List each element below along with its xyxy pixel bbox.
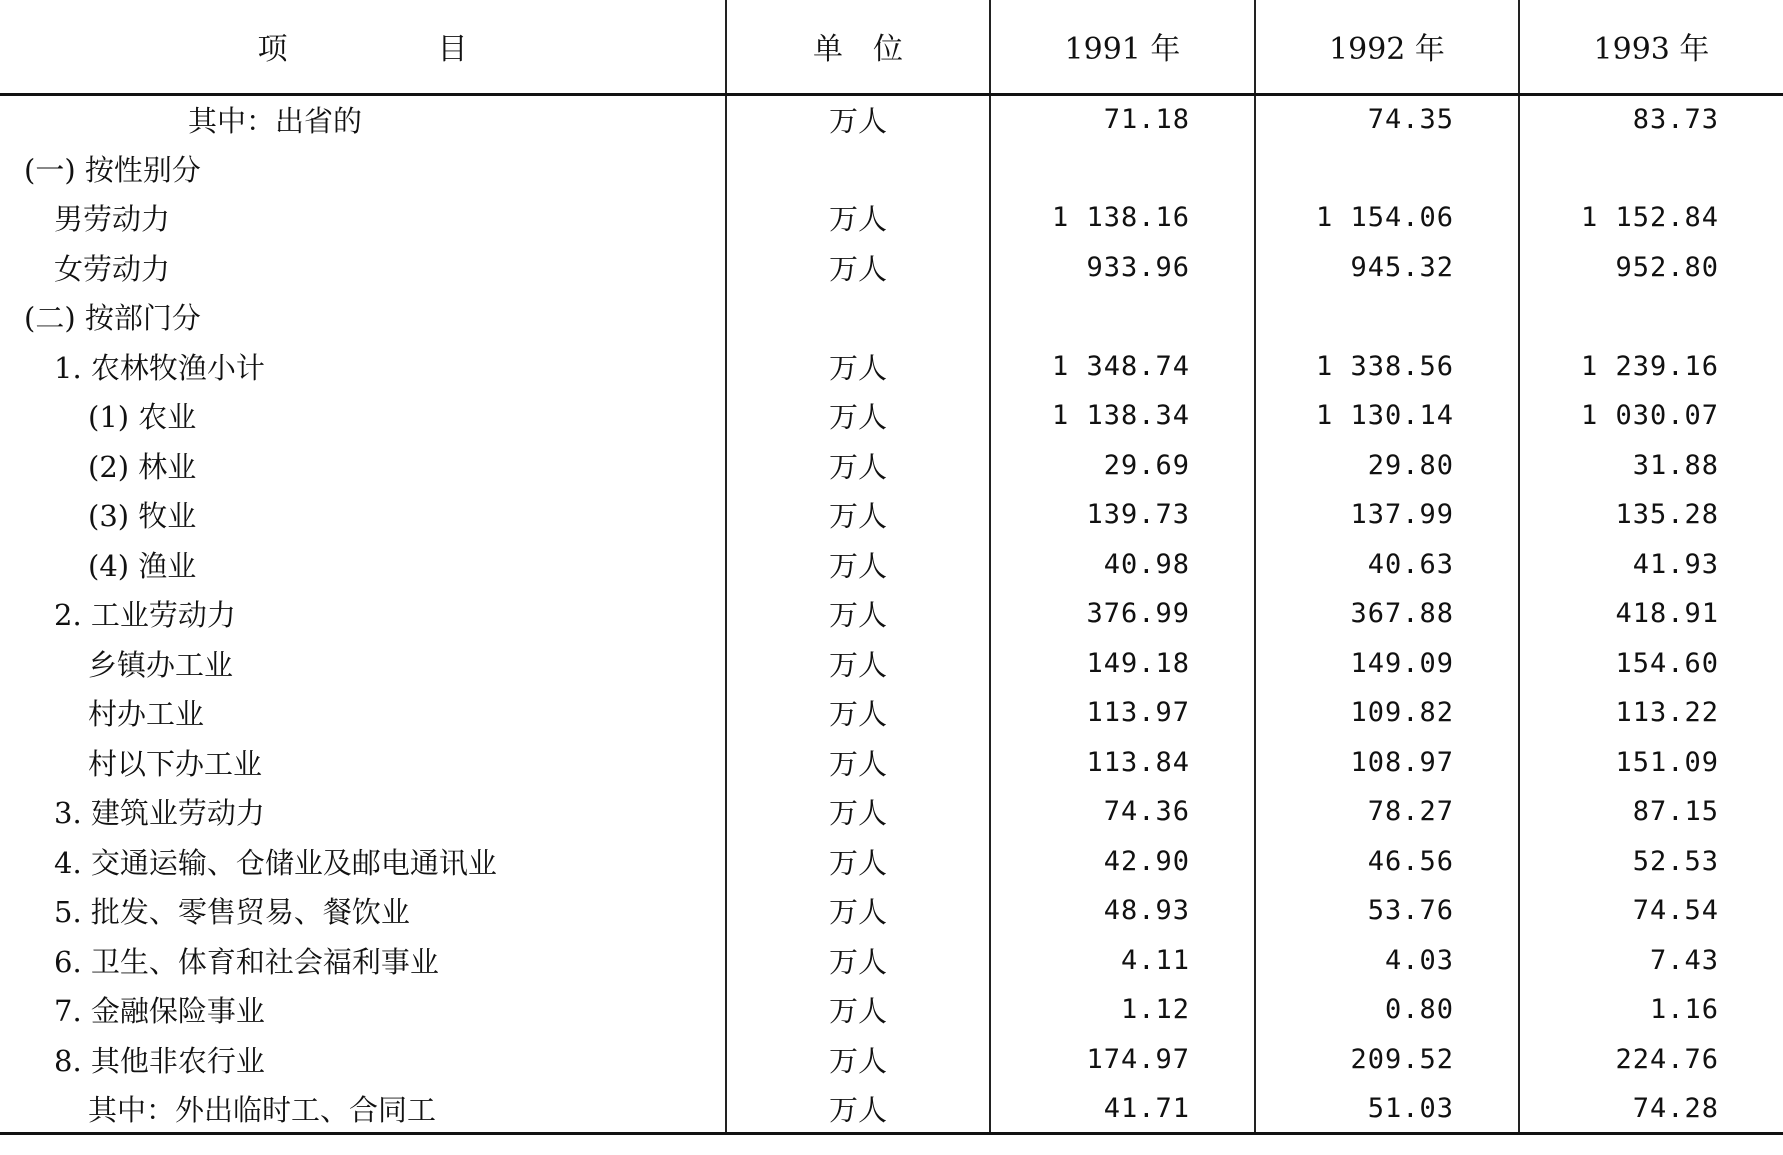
row-unit: 万人 bbox=[726, 342, 990, 392]
row-value-1991: 1 138.34 bbox=[990, 391, 1255, 441]
row-item: 村以下办工业 bbox=[88, 746, 263, 781]
row-unit: 万人 bbox=[726, 589, 990, 639]
row-unit: 万人 bbox=[726, 936, 990, 986]
table-row bbox=[0, 639, 1783, 689]
table-row bbox=[0, 1035, 1783, 1085]
row-value-1991: 48.93 bbox=[990, 886, 1255, 936]
row-value-1992: 108.97 bbox=[1255, 738, 1519, 788]
row-item: 乡镇办工业 bbox=[88, 647, 234, 682]
row-value-1993: 1 030.07 bbox=[1519, 391, 1783, 441]
row-unit: 万人 bbox=[726, 1035, 990, 1085]
row-unit bbox=[726, 144, 990, 194]
row-value-1992: 74.35 bbox=[1255, 94, 1519, 144]
row-item: 村办工业 bbox=[88, 697, 205, 732]
row-item: (4) 渔业 bbox=[88, 548, 197, 583]
table-row bbox=[0, 886, 1783, 936]
row-item: (二) 按部门分 bbox=[24, 301, 201, 336]
row-item: (一) 按性别分 bbox=[24, 152, 201, 187]
row-value-1991: 376.99 bbox=[990, 589, 1255, 639]
row-value-1992: 4.03 bbox=[1255, 936, 1519, 986]
row-value-1991: 40.98 bbox=[990, 540, 1255, 590]
row-value-1993: 7.43 bbox=[1519, 936, 1783, 986]
row-unit: 万人 bbox=[726, 1084, 990, 1134]
row-unit: 万人 bbox=[726, 738, 990, 788]
row-value-1991: 74.36 bbox=[990, 787, 1255, 837]
row-value-1992: 53.76 bbox=[1255, 886, 1519, 936]
row-value-1991: 29.69 bbox=[990, 441, 1255, 491]
row-value-1991: 139.73 bbox=[990, 490, 1255, 540]
table-row bbox=[0, 837, 1783, 887]
row-value-1992: 109.82 bbox=[1255, 688, 1519, 738]
header-1992: 1992 年 bbox=[1255, 0, 1519, 94]
row-value-1991: 1 348.74 bbox=[990, 342, 1255, 392]
row-value-1991: 113.84 bbox=[990, 738, 1255, 788]
row-value-1992: 51.03 bbox=[1255, 1084, 1519, 1134]
row-value-1991: 42.90 bbox=[990, 837, 1255, 887]
row-item: 男劳动力 bbox=[54, 202, 171, 237]
header-1993: 1993 年 bbox=[1519, 0, 1783, 94]
table-row bbox=[0, 589, 1783, 639]
row-item: 6. 卫生、体育和社会福利事业 bbox=[54, 944, 439, 979]
table-row bbox=[0, 342, 1783, 392]
row-value-1993: 87.15 bbox=[1519, 787, 1783, 837]
row-value-1992: 209.52 bbox=[1255, 1035, 1519, 1085]
row-value-1992: 78.27 bbox=[1255, 787, 1519, 837]
row-value-1992: 945.32 bbox=[1255, 243, 1519, 293]
row-value-1992: 1 130.14 bbox=[1255, 391, 1519, 441]
row-value-1991: 933.96 bbox=[990, 243, 1255, 293]
table-row bbox=[0, 738, 1783, 788]
row-value-1993: 1 239.16 bbox=[1519, 342, 1783, 392]
row-item: 3. 建筑业劳动力 bbox=[54, 796, 265, 831]
row-value-1992: 367.88 bbox=[1255, 589, 1519, 639]
row-value-1991: 41.71 bbox=[990, 1084, 1255, 1134]
row-unit: 万人 bbox=[726, 441, 990, 491]
table-row bbox=[0, 391, 1783, 441]
table-row bbox=[0, 1084, 1783, 1134]
table-row bbox=[0, 94, 1783, 144]
row-unit: 万人 bbox=[726, 540, 990, 590]
row-item: 其中：外出临时工、合同工 bbox=[0, 1084, 726, 1134]
row-value-1992 bbox=[1255, 144, 1519, 194]
row-unit: 万人 bbox=[726, 985, 990, 1035]
row-value-1993: 154.60 bbox=[1519, 639, 1783, 689]
table-row bbox=[0, 936, 1783, 986]
row-value-1992: 29.80 bbox=[1255, 441, 1519, 491]
row-value-1993: 83.73 bbox=[1519, 94, 1783, 144]
row-value-1992: 1 154.06 bbox=[1255, 193, 1519, 243]
table-row bbox=[0, 441, 1783, 491]
row-unit: 万人 bbox=[726, 688, 990, 738]
row-value-1992: 0.80 bbox=[1255, 985, 1519, 1035]
row-value-1991: 113.97 bbox=[990, 688, 1255, 738]
table-row bbox=[0, 243, 1783, 293]
row-value-1993: 952.80 bbox=[1519, 243, 1783, 293]
row-item: 8. 其他非农行业 bbox=[54, 1043, 265, 1078]
row-value-1992: 40.63 bbox=[1255, 540, 1519, 590]
row-value-1993: 74.54 bbox=[1519, 886, 1783, 936]
row-value-1991 bbox=[990, 144, 1255, 194]
row-value-1993: 52.53 bbox=[1519, 837, 1783, 887]
row-value-1991: 4.11 bbox=[990, 936, 1255, 986]
row-value-1992: 46.56 bbox=[1255, 837, 1519, 887]
row-item: (2) 林业 bbox=[88, 449, 197, 484]
row-unit: 万人 bbox=[726, 94, 990, 144]
row-item: 4. 交通运输、仓储业及邮电通讯业 bbox=[54, 845, 497, 880]
row-value-1993: 1 152.84 bbox=[1519, 193, 1783, 243]
row-item: 其中：出省的 bbox=[188, 104, 363, 138]
header-unit: 单 位 bbox=[726, 0, 990, 94]
table-row bbox=[0, 292, 1783, 342]
row-unit: 万人 bbox=[726, 391, 990, 441]
row-unit bbox=[726, 292, 990, 342]
row-value-1993 bbox=[1519, 292, 1783, 342]
row-value-1991: 1.12 bbox=[990, 985, 1255, 1035]
header-item: 项 目 bbox=[0, 0, 726, 94]
row-value-1993: 31.88 bbox=[1519, 441, 1783, 491]
table-row bbox=[0, 540, 1783, 590]
row-value-1991: 149.18 bbox=[990, 639, 1255, 689]
row-unit: 万人 bbox=[726, 490, 990, 540]
row-value-1993: 151.09 bbox=[1519, 738, 1783, 788]
header-1991: 1991 年 bbox=[990, 0, 1255, 94]
table-row bbox=[0, 985, 1783, 1035]
table-row bbox=[0, 193, 1783, 243]
row-unit: 万人 bbox=[726, 787, 990, 837]
row-value-1993: 224.76 bbox=[1519, 1035, 1783, 1085]
row-value-1992 bbox=[1255, 292, 1519, 342]
table-row bbox=[0, 787, 1783, 837]
row-unit: 万人 bbox=[726, 193, 990, 243]
row-item: (1) 农业 bbox=[88, 400, 197, 435]
row-unit: 万人 bbox=[726, 837, 990, 887]
table-row bbox=[0, 688, 1783, 738]
row-value-1992: 137.99 bbox=[1255, 490, 1519, 540]
row-value-1993: 113.22 bbox=[1519, 688, 1783, 738]
row-value-1992: 149.09 bbox=[1255, 639, 1519, 689]
row-item: 女劳动力 bbox=[54, 251, 171, 286]
row-item: 1. 农林牧渔小计 bbox=[54, 350, 265, 385]
row-item: 2. 工业劳动力 bbox=[54, 598, 236, 633]
row-value-1993: 418.91 bbox=[1519, 589, 1783, 639]
row-item: 5. 批发、零售贸易、餐饮业 bbox=[54, 895, 410, 930]
row-value-1993: 41.93 bbox=[1519, 540, 1783, 590]
row-item: 7. 金融保险事业 bbox=[54, 994, 265, 1029]
header-row bbox=[0, 0, 1783, 94]
row-value-1993 bbox=[1519, 144, 1783, 194]
row-value-1992: 1 338.56 bbox=[1255, 342, 1519, 392]
row-value-1991 bbox=[990, 292, 1255, 342]
table-header bbox=[0, 0, 1783, 94]
row-unit: 万人 bbox=[726, 639, 990, 689]
row-value-1991: 174.97 bbox=[990, 1035, 1255, 1085]
row-value-1993: 1.16 bbox=[1519, 985, 1783, 1035]
row-value-1993: 135.28 bbox=[1519, 490, 1783, 540]
table-body bbox=[0, 94, 1783, 1134]
table-row bbox=[0, 144, 1783, 194]
row-unit: 万人 bbox=[726, 243, 990, 293]
row-value-1991: 71.18 bbox=[990, 94, 1255, 144]
table-row bbox=[0, 490, 1783, 540]
row-item: (3) 牧业 bbox=[88, 499, 197, 534]
row-value-1993: 74.28 bbox=[1519, 1084, 1783, 1134]
row-unit: 万人 bbox=[726, 886, 990, 936]
row-value-1991: 1 138.16 bbox=[990, 193, 1255, 243]
